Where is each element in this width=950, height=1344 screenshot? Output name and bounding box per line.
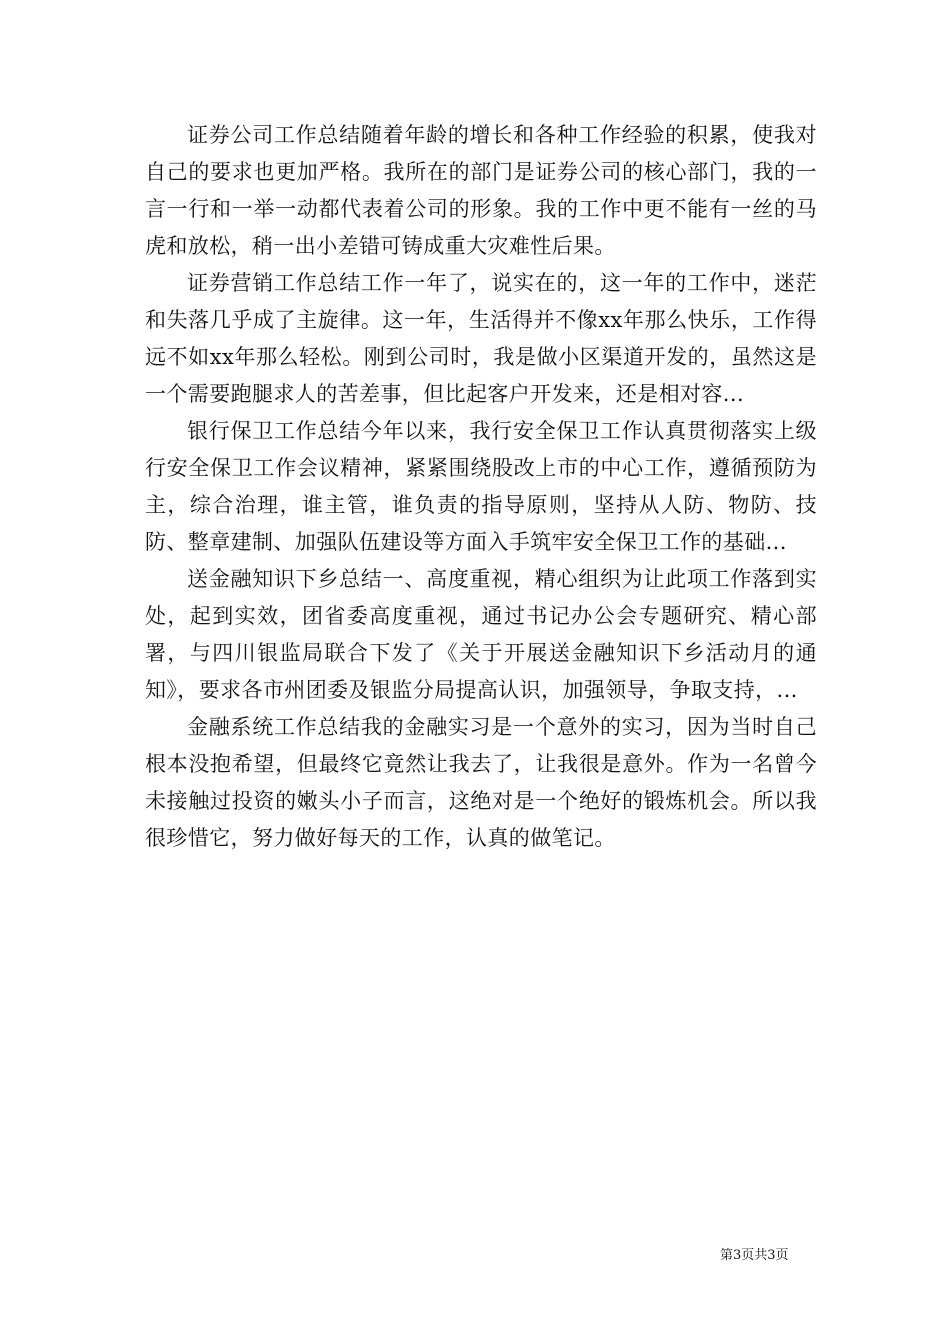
paragraph-finance-system-summary: 金融系统工作总结我的金融实习是一个意外的实习，因为当时自己根本没抱希望，但最终它竟然让我去了，让我很是意外。作为一名曾今未接触过投资的嫩头小子而言，这绝对是一个绝好的锻炼机会。所以我很珍惜它，努力做好每天的工作，认真的做笔记。 bbox=[145, 715, 817, 850]
document-body bbox=[145, 117, 817, 857]
paragraph-bank-security-summary: 银行保卫工作总结今年以来，我行安全保卫工作认真贯彻落实上级行安全保卫工作会议精神，紧紧围绕股改上市的中心工作，遵循预防为主，综合治理，谁主管，谁负责的指导原则，坚持从人防、物防、技防、整章建制、加强队伍建设等方面入手筑牢安全保卫工作的基础... bbox=[145, 419, 817, 554]
page-number-label: 第3页共3页 bbox=[720, 1248, 789, 1263]
paragraph-securities-marketing-summary: 证券营销工作总结工作一年了，说实在的，这一年的工作中，迷茫和失落几乎成了主旋律。这一年，生活得并不像xx年那么快乐，工作得远不如xx年那么轻松。刚到公司时，我是做小区渠道开发的，虽然这是一个需要跑腿求人的苦差事，但比起客户开发来，还是相对容... bbox=[145, 271, 817, 406]
paragraph-finance-knowledge-summary: 送金融知识下乡总结一、高度重视，精心组织为让此项工作落到实处，起到实效，团省委高度重视，通过书记办公会专题研究、精心部署，与四川银监局联合下发了《关于开展送金融知识下乡活动月的通知》，要求各市州团委及银监分局提高认识，加强领导，争取支持，... bbox=[145, 567, 817, 702]
paragraph-securities-company-summary: 证券公司工作总结随着年龄的增长和各种工作经验的积累，使我对自己的要求也更加严格。我所在的部门是证券公司的核心部门，我的一言一行和一举一动都代表着公司的形象。我的工作中更不能有一丝的马虎和放松，稍一出小差错可铸成重大灾难性后果。 bbox=[145, 123, 817, 258]
page-number bbox=[720, 1247, 820, 1265]
